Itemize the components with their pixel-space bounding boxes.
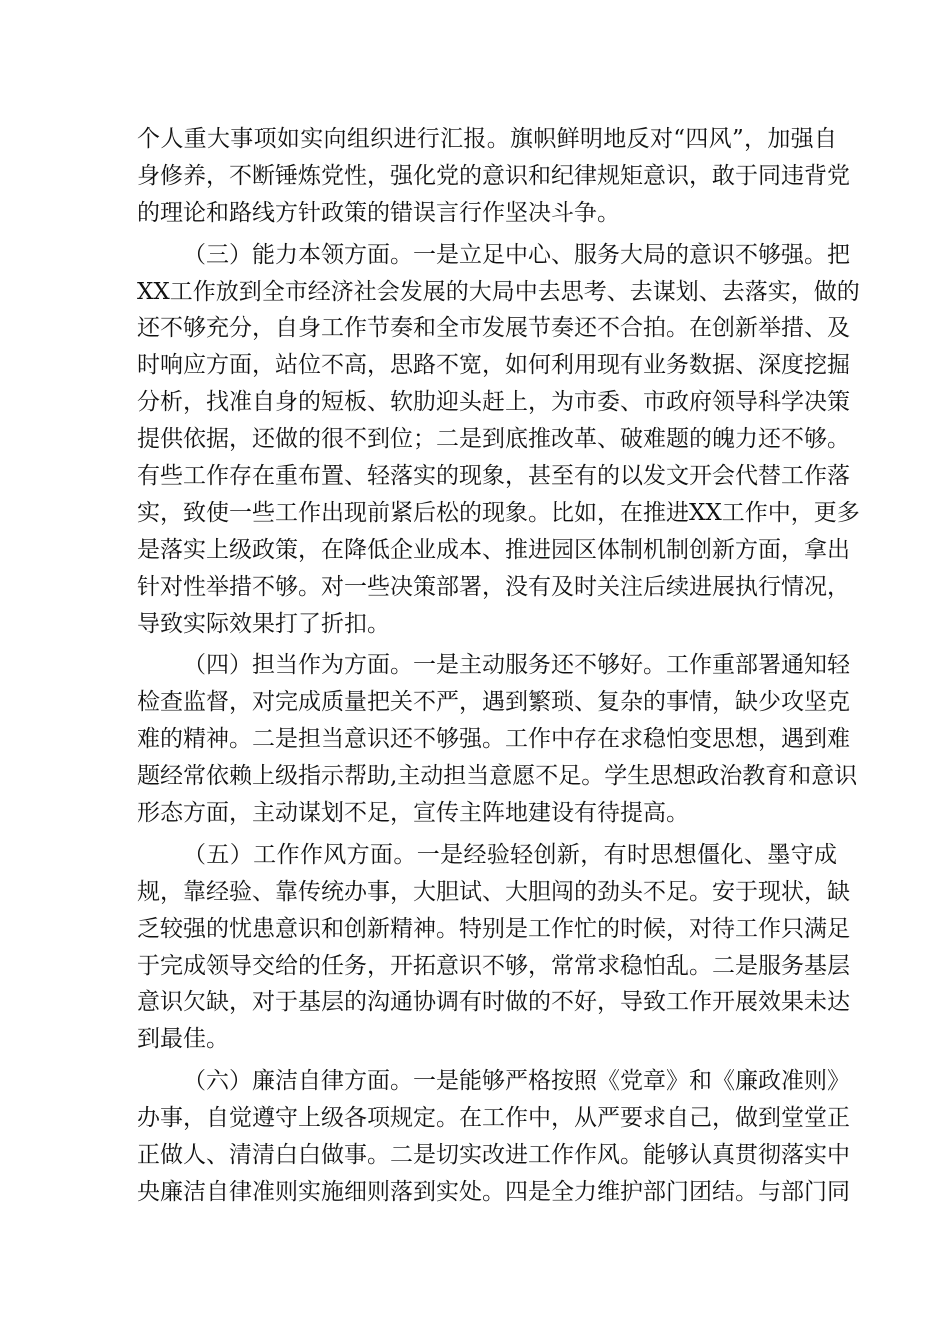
text-line: 有些工作存在重布置、轻落实的现象，甚至有的以发文开会代替工作落 xyxy=(137,463,850,490)
text-line: 身修养，不断锤炼党性，强化党的意识和纪律规矩意识，敢于同违背党 xyxy=(137,162,850,189)
text-line: 针对性举措不够。对一些决策部署，没有及时关注后续进展执行情况， xyxy=(137,573,850,600)
paragraph-heading-line: （六）廉洁自律方面。一是能够严格按照《党章》和《廉政准则》 xyxy=(183,1068,850,1095)
paragraph-work-style xyxy=(137,837,850,1058)
text-line: 央廉洁自律准则实施细则落到实处。四是全力维护部门团结。与部门同 xyxy=(137,1178,850,1205)
text-line: 时响应方面，站位不高，思路不宽，如何利用现有业务数据、深度挖掘 xyxy=(137,352,850,379)
text-line: 正做人、清清白白做事。二是切实改进工作作风。能够认真贯彻落实中 xyxy=(137,1142,850,1169)
paragraph-ability xyxy=(137,237,860,643)
text-line: 乏较强的忧患意识和创新精神。特别是工作忙的时候，对待工作只满足 xyxy=(137,915,850,942)
paragraph-responsibility xyxy=(137,647,858,831)
text-line: 实，致使一些工作出现前紧后松的现象。比如，在推进XX工作中，更多 xyxy=(137,499,860,526)
text-line: 形态方面，主动谋划不足，宣传主阵地建设有待提高。 xyxy=(137,800,689,827)
text-line: 是落实上级政策，在降低企业成本、推进园区体制机制创新方面，拿出 xyxy=(137,536,850,563)
text-line: XX工作放到全市经济社会发展的大局中去思考、去谋划、去落实，做的 xyxy=(137,278,860,305)
text-line: 办事，自觉遵守上级各项规定。在工作中，从严要求自己，做到堂堂正 xyxy=(137,1105,850,1132)
paragraph-heading-line: （四）担当作为方面。一是主动服务还不够好。工作重部署通知轻 xyxy=(183,652,850,679)
paragraph-continuation xyxy=(137,121,850,232)
text-line: 规，靠经验、靠传统办事，大胆试、大胆闯的劲头不足。安于现状，缺 xyxy=(137,878,850,905)
paragraph-heading-line: （三）能力本领方面。一是立足中心、服务大局的意识不够强。把 xyxy=(183,241,850,268)
text-line: 个人重大事项如实向组织进行汇报。旗帜鲜明地反对“四风”，加强自 xyxy=(137,126,837,152)
text-line: 于完成领导交给的任务，开拓意识不够，常常求稳怕乱。二是服务基层 xyxy=(137,952,850,979)
text-line: 的理论和路线方针政策的错误言行作坚决斗争。 xyxy=(137,199,620,226)
text-line: 意识欠缺，对于基层的沟通协调有时做的不好，导致工作开展效果未达 xyxy=(137,989,850,1016)
text-line: 分析，找准自身的短板、软肋迎头赶上，为市委、市政府领导科学决策 xyxy=(137,389,850,416)
document-body xyxy=(137,121,860,1211)
paragraph-heading-line: （五）工作作风方面。一是经验轻创新，有时思想僵化、墨守成 xyxy=(183,841,837,868)
text-line: 难的精神。二是担当意识还不够强。工作中存在求稳怕变思想，遇到难 xyxy=(137,726,850,753)
text-line: 提供依据，还做的很不到位；二是到底推改革、破难题的魄力还不够。 xyxy=(137,426,850,453)
text-line: 到最佳。 xyxy=(137,1026,229,1053)
paragraph-integrity xyxy=(137,1063,850,1211)
text-line: 题经常依赖上级指示帮助,主动担当意愿不足。学生思想政治教育和意识 xyxy=(137,763,858,790)
text-line: 检查监督，对完成质量把关不严，遇到繁琐、复杂的事情，缺少攻坚克 xyxy=(137,689,850,716)
text-line: 还不够充分，自身工作节奏和全市发展节奏还不合拍。在创新举措、及 xyxy=(137,315,850,342)
text-line: 导致实际效果打了折扣。 xyxy=(137,610,390,637)
